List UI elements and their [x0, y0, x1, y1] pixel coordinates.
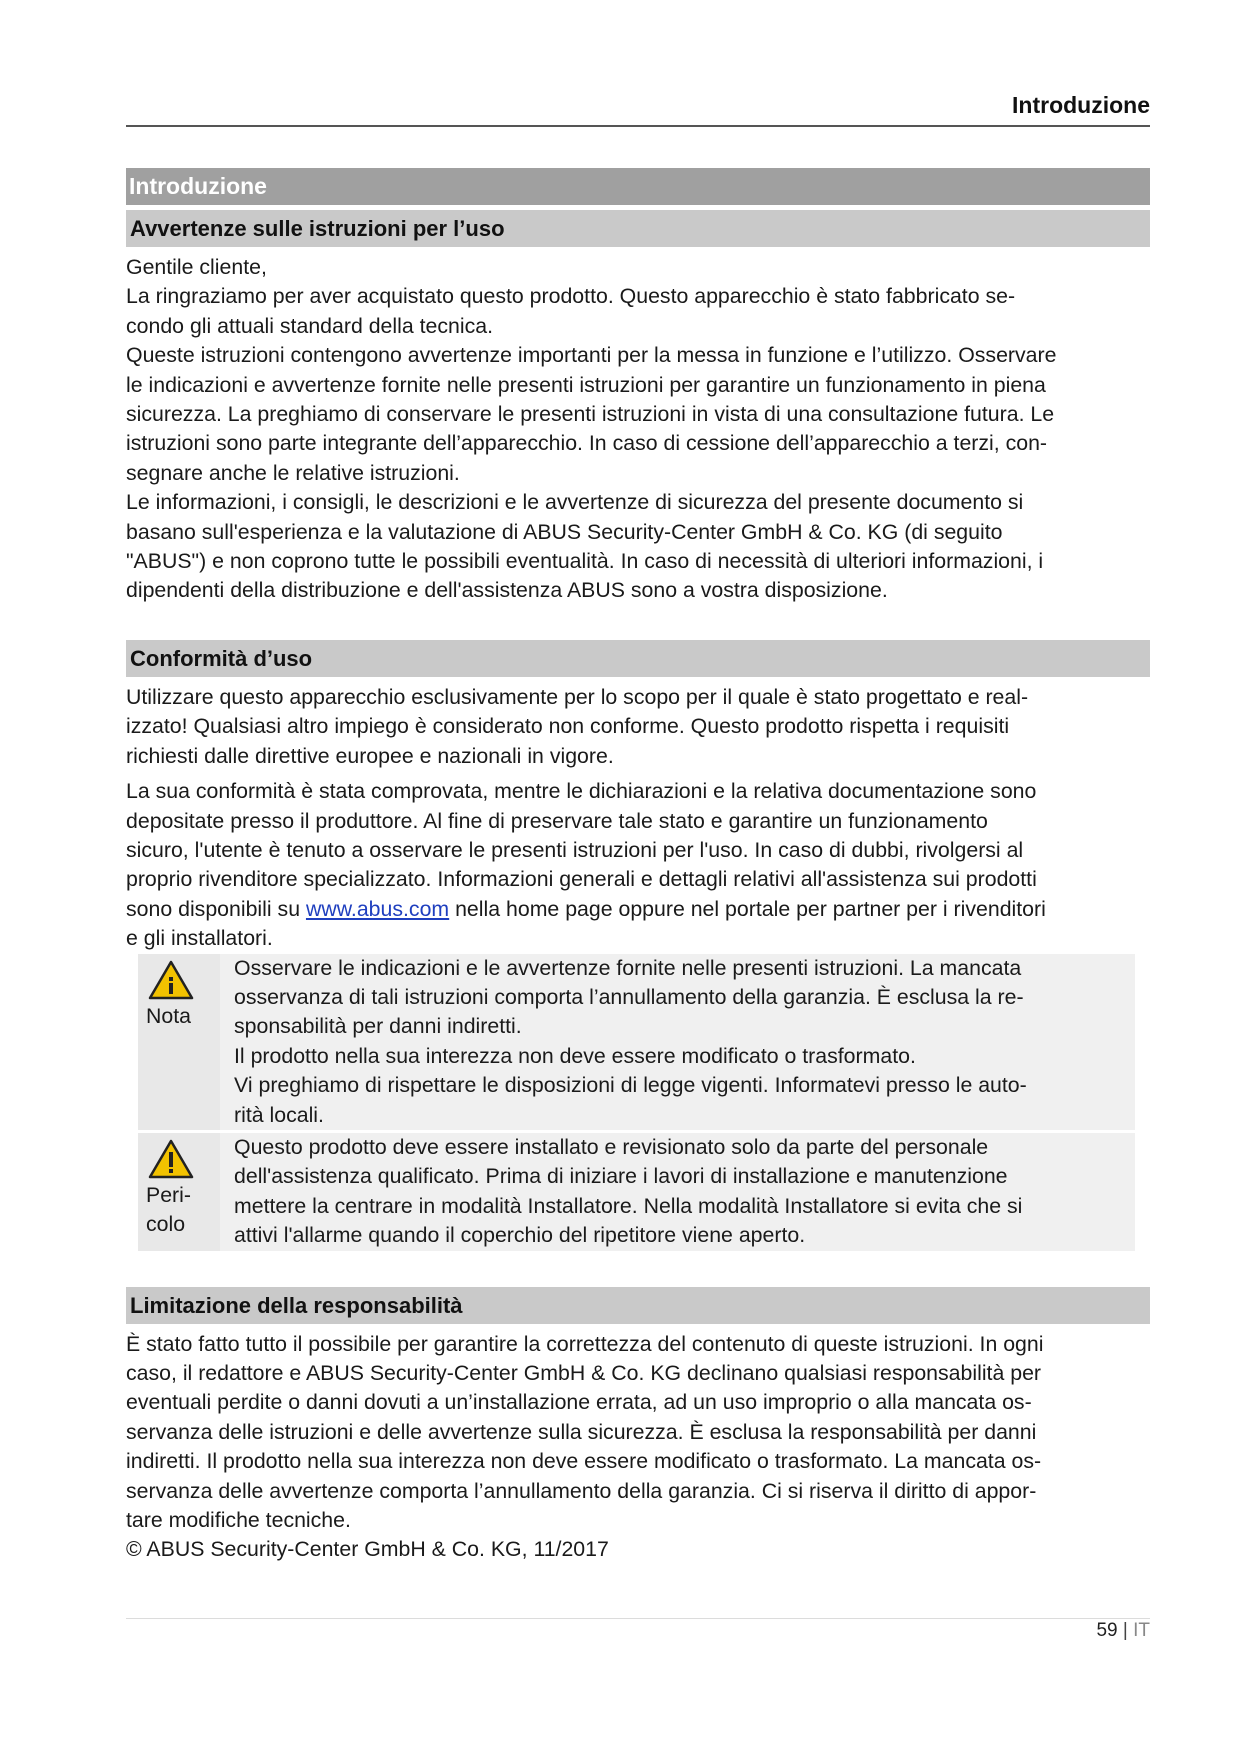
section-body-conformita	[126, 677, 1150, 1251]
section-body-avvertenze	[126, 247, 1150, 606]
text-line: Utilizzare questo apparecchio esclusivamente per lo scopo per il quale è stato progettato e real-	[126, 684, 1029, 709]
text-line: dell'assistenza qualificato. Prima di iniziare i lavori di installazione e manutenzione	[234, 1164, 1008, 1189]
notice-body	[220, 954, 1135, 1130]
text-line: servanza delle avvertenze comporta l’annullamento della garanzia. Ci si riserva il diritto di appor-	[126, 1478, 1037, 1503]
page-footer	[1096, 1620, 1150, 1642]
text-line: le indicazioni e avvertenze fornite nelle presenti istruzioni per garantire un funzionamento in piena	[126, 372, 1046, 397]
notice-body	[220, 1133, 1135, 1251]
text-line: eventuali perdite o danni dovuti a un’installazione errata, ad un uso improprio o alla mancata os-	[126, 1390, 1032, 1415]
paragraph	[126, 683, 1150, 771]
text-line: Osservare le indicazioni e le avvertenze fornite nelle presenti istruzioni. La mancata	[234, 955, 1022, 980]
text-fragment: nella home page oppure nel portale per partner per i rivenditori	[449, 896, 1046, 921]
text-line: rità locali.	[234, 1102, 324, 1127]
notice-side	[138, 954, 220, 1130]
text-line: servanza delle istruzioni e delle avvertenze sulla sicurezza. È esclusa la responsabilità per danni	[126, 1419, 1037, 1444]
text-line: Il prodotto nella sua interezza non deve essere modificato o trasformato.	[234, 1043, 916, 1068]
footer-separator: |	[1122, 1620, 1128, 1641]
text-line: sicuro, l'utente è tenuto a osservare le presenti istruzioni per l'uso. In caso di dubbi, rivolgersi al	[126, 837, 1024, 862]
text-line: La ringraziamo per aver acquistato questo prodotto. Questo apparecchio è stato fabbricato se-	[126, 284, 1016, 309]
warning-icon	[148, 1139, 194, 1179]
chapter-heading: Introduzione	[126, 168, 1150, 205]
text-line: istruzioni sono parte integrante dell’apparecchio. In caso di cessione dell’apparecchio a terzi, con-	[126, 431, 1048, 456]
copyright-line: © ABUS Security-Center GmbH & Co. KG, 11/2017	[126, 1537, 609, 1562]
language-code: IT	[1133, 1620, 1150, 1641]
header-divider	[126, 125, 1150, 127]
notice-label: Nota	[146, 1003, 191, 1028]
text-line: e gli installatori.	[126, 926, 273, 951]
text-line: proprio rivenditore specializzato. Informazioni generali e dettagli relativi all'assistenza sui prodotti	[126, 867, 1037, 892]
text-line: Vi preghiamo di rispettare le disposizioni di legge vigenti. Informatevi presso le auto-	[234, 1073, 1027, 1098]
text-line: attivi l'allarme quando il coperchio del ripetitore viene aperto.	[234, 1223, 806, 1248]
text-line: Le informazioni, i consigli, le descrizioni e le avvertenze di sicurezza del presente documento si	[126, 490, 1024, 515]
text-line: dipendenti della distribuzione e dell'assistenza ABUS sono a vostra disposizione.	[126, 578, 888, 603]
text-fragment: sono disponibili su	[126, 896, 306, 921]
text-line: "ABUS") e non coprono tutte le possibili eventualità. In caso di necessità di ulteriori informazioni, i	[126, 549, 1044, 574]
section-heading-conformita: Conformità d’uso	[126, 640, 1150, 677]
section-heading-avvertenze: Avvertenze sulle istruzioni per l’uso	[126, 210, 1150, 247]
text-line-with-link	[126, 895, 1150, 924]
page-number: 59	[1096, 1620, 1118, 1641]
text-line: condo gli attuali standard della tecnica.	[126, 313, 494, 338]
text-line: È stato fatto tutto il possibile per garantire la correttezza del contenuto di queste istruzioni. In ogni	[126, 1331, 1044, 1356]
notice-nota	[138, 954, 1135, 1130]
warning-icon	[148, 960, 194, 1000]
section-heading-limitazione: Limitazione della responsabilità	[126, 1287, 1150, 1324]
abus-website-link[interactable]: www.abus.com	[305, 896, 450, 921]
text-line: Queste istruzioni contengono avvertenze importanti per la messa in funzione e l’utilizzo. Osservare	[126, 343, 1057, 368]
text-line: indiretti. Il prodotto nella sua interezza non deve essere modificato o trasformato. La mancata os-	[126, 1449, 1042, 1474]
text-line: tare modifiche tecniche.	[126, 1508, 351, 1533]
text-line: sponsabilità per danni indiretti.	[234, 1014, 522, 1039]
notice-label: Peri-	[146, 1182, 191, 1207]
text-line: caso, il redattore e ABUS Security-Center GmbH & Co. KG declinano qualsiasi responsabilità per	[126, 1361, 1042, 1385]
text-line: basano sull'esperienza e la valutazione di ABUS Security-Center GmbH & Co. KG (di seguito	[126, 519, 1003, 544]
text-line: Questo prodotto deve essere installato e revisionato solo da parte del personale	[234, 1134, 989, 1159]
text-line: Gentile cliente,	[126, 255, 267, 279]
section-body-limitazione	[126, 1324, 1150, 1565]
text-line: osservanza di tali istruzioni comporta l’annullamento della garanzia. È esclusa la re-	[234, 984, 1024, 1009]
notice-side	[138, 1133, 220, 1251]
text-line: mettere la centrare in modalità Installatore. Nella modalità Installatore si evita che si	[234, 1193, 1023, 1218]
text-line: izzato! Qualsiasi altro impiego è considerato non conforme. Questo prodotto rispetta i requisiti	[126, 714, 1010, 739]
footer-divider	[126, 1618, 1150, 1619]
page-header-title: Introduzione	[1012, 92, 1150, 118]
paragraph	[126, 777, 1150, 953]
text-line: richiesti dalle direttive europee e nazionali in vigore.	[126, 743, 614, 768]
notice-label: colo	[146, 1211, 186, 1236]
notice-pericolo	[138, 1133, 1135, 1251]
text-line: sicurezza. La preghiamo di conservare le presenti istruzioni in vista di una consultazione futura. Le	[126, 402, 1055, 427]
text-line: depositate presso il produttore. Al fine di preservare tale stato e garantire un funzionamento	[126, 808, 988, 833]
text-line: segnare anche le relative istruzioni.	[126, 460, 460, 485]
text-line: La sua conformità è stata comprovata, mentre le dichiarazioni e la relativa documentazione sono	[126, 779, 1037, 804]
page-content	[126, 168, 1150, 1565]
